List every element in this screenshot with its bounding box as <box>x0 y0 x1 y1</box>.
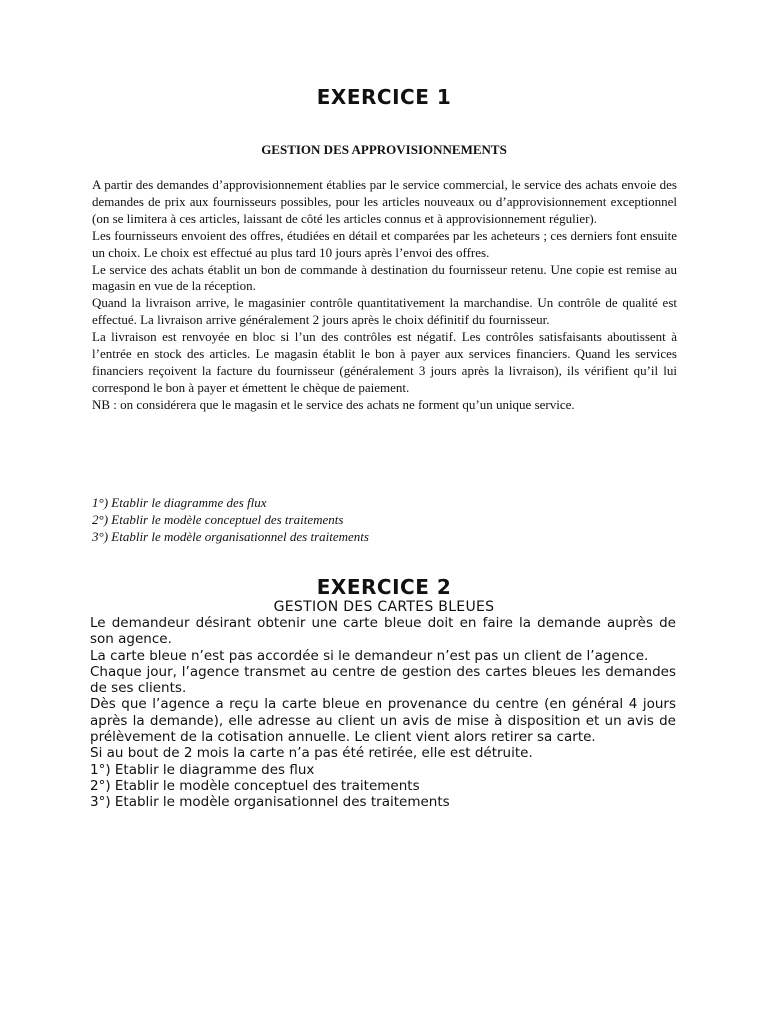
exercise-2-question: 1°) Etablir le diagramme des flux <box>90 761 315 778</box>
exercise-2-paragraph: Chaque jour, l’agence transmet au centre de gestion des cartes bleues les demandes de ses clients. <box>90 663 676 697</box>
exercise-2-title: EXERCICE 2 <box>316 575 452 599</box>
exercise-1-note: NB : on considérera que le magasin et le service des achats ne forment qu’un unique service. <box>92 396 575 412</box>
exercise-2-body <box>90 615 676 811</box>
exercise-1-questions <box>92 494 677 545</box>
exercise-1-paragraph: Le service des achats établit un bon de commande à destination du fournisseur retenu. Une copie est remise au magasin en vue de la réception. <box>92 261 677 294</box>
exercise-2-question: 2°) Etablir le modèle conceptuel des traitements <box>90 777 420 794</box>
exercise-1-question: 1°) Etablir le diagramme des flux <box>92 495 267 510</box>
exercise-2-paragraph: Dès que l’agence a reçu la carte bleue en provenance du centre (en général 4 jours après la demande), elle adresse au client un avis de mise à disposition et un avis de prélèvement de la cotisation annuelle. Le client vient alors retirer sa carte. <box>90 696 676 746</box>
exercise-1-paragraph: Quand la livraison arrive, le magasinier contrôle quantitativement la marchandise. Un contrôle de qualité est effectué. La livraison arrive généralement 2 jours après le choix définitif du fournisseur. <box>92 295 677 328</box>
exercise-1-paragraph: A partir des demandes d’approvisionnement établies par le service commercial, le service des achats envoie des demandes de prix aux fournisseurs possibles, pour les articles nouveaux ou d’approvisionnement exceptionnel (on se limitera à ces articles, laissant de côté les articles connus et à approvisionnement régulier). <box>92 177 677 226</box>
exercise-2-subtitle: GESTION DES CARTES BLEUES <box>273 599 495 615</box>
exercise-1-paragraph: Les fournisseurs envoient des offres, étudiées en détail et comparées par les acheteurs ; ces derniers font ensuite un choix. Le choix est effectué au plus tard 10 jours après l’envoi des offres. <box>92 227 677 260</box>
exercise-1-subtitle: GESTION DES APPROVISIONNEMENTS <box>261 142 507 157</box>
exercise-2-paragraph: Si au bout de 2 mois la carte n’a pas été retirée, elle est détruite. <box>90 745 533 762</box>
exercise-1-paragraph: La livraison est renvoyée en bloc si l’un des contrôles est négatif. Les contrôles satisfaisants aboutissent à l’entrée en stock des articles. Le magasin établit le bon à payer aux services financiers. Quand les services financiers reçoivent la facture du fournisseur (généralement 3 jours après la livraison), ils vérifient qu’il lui correspond le bon à payer et émettent le chèque de paiement. <box>92 329 677 395</box>
exercise-2-question: 3°) Etablir le modèle organisationnel des traitements <box>90 794 450 811</box>
exercise-2-paragraph: Le demandeur désirant obtenir une carte bleue doit en faire la demande auprès de son agence. <box>90 615 676 648</box>
exercise-1-question: 3°) Etablir le modèle organisationnel des traitements <box>92 529 369 544</box>
exercise-1-title: EXERCICE 1 <box>316 85 452 109</box>
exercise-2-paragraph: La carte bleue n’est pas accordée si le demandeur n’est pas un client de l’agence. <box>90 647 649 664</box>
exercise-1-question: 2°) Etablir le modèle conceptuel des traitements <box>92 512 344 527</box>
exercise-1-body <box>92 177 677 414</box>
